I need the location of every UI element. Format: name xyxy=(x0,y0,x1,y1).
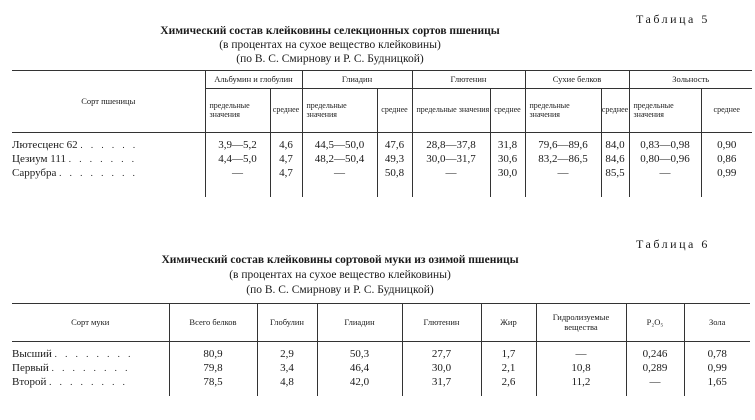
table5-header-group: Глиадин xyxy=(302,71,412,89)
cell: 50,8 xyxy=(377,167,412,197)
cell: 80,9 xyxy=(169,342,257,361)
cell: 31,8 xyxy=(490,133,525,152)
cell: 78,5 xyxy=(169,376,257,396)
table5-sub-range: предельные значения xyxy=(205,89,270,133)
cell: 1,7 xyxy=(481,342,536,361)
leader-dots: . . . . . . . xyxy=(68,154,137,164)
table5-sub-mean: среднее xyxy=(270,89,302,133)
table6-title: Химический состав клейковины сортовой муки из озимой пшеницы xyxy=(161,254,519,266)
table6-header: Гидролизуемые вещества xyxy=(536,304,626,342)
cell: 30,0 xyxy=(402,361,481,376)
table-row xyxy=(12,361,750,376)
table6-header: Всего белков xyxy=(169,304,257,342)
cell: 49,3 xyxy=(377,152,412,167)
cell: 28,8—37,8 xyxy=(412,133,490,152)
table5 xyxy=(12,70,752,197)
table6-header: Жир xyxy=(481,304,536,342)
row-name: Саррубра xyxy=(12,166,57,179)
table5-sub-range: предельные значения xyxy=(525,89,601,133)
cell: 4,4—5,0 xyxy=(205,152,270,167)
leader-dots: . . . . . . . . xyxy=(51,363,131,373)
cell: 0,86 xyxy=(701,152,752,167)
cell: 47,6 xyxy=(377,133,412,152)
table6-header: Зола xyxy=(684,304,750,342)
table6-subtitle-2: (по В. С. Смирнову и Р. С. Будницкой) xyxy=(246,284,434,296)
cell: 3,4 xyxy=(257,361,317,376)
cell: 42,0 xyxy=(317,376,402,396)
cell: 2,6 xyxy=(481,376,536,396)
cell: 4,6 xyxy=(270,133,302,152)
table5-sub-mean: среднее xyxy=(601,89,629,133)
cell: 1,65 xyxy=(684,376,750,396)
table5-header-group: Сухие белков xyxy=(525,71,629,89)
leader-dots: . . . . . . . . xyxy=(54,349,134,360)
cell: 30,6 xyxy=(490,152,525,167)
table6 xyxy=(12,303,750,396)
cell: 0,246 xyxy=(626,342,684,361)
table-row xyxy=(12,152,752,167)
cell: 50,3 xyxy=(317,342,402,361)
table5-subtitle-2: (по В. С. Смирнову и Р. С. Будницкой) xyxy=(236,53,424,65)
cell: 10,8 xyxy=(536,361,626,376)
leader-dots: . . . . . . . . xyxy=(59,167,138,178)
table5-sub-mean: среднее xyxy=(701,89,752,133)
row-name: Лютесценс 62 xyxy=(12,139,78,152)
table5-header-group: Зольность xyxy=(629,71,752,89)
table6-label: Таблица 6 xyxy=(636,237,710,251)
cell: 30,0 xyxy=(490,167,525,197)
table6-subtitle-1: (в процентах на сухое вещество клейковины) xyxy=(229,269,451,281)
table6-header: Глютенин xyxy=(402,304,481,342)
cell: 0,90 xyxy=(701,133,752,152)
table5-sub-range: предельные значения xyxy=(629,89,701,133)
cell: 0,289 xyxy=(626,361,684,376)
cell: 0,83—0,98 xyxy=(629,133,701,152)
cell: 2,1 xyxy=(481,361,536,376)
cell: — xyxy=(525,167,601,197)
cell: 27,7 xyxy=(402,342,481,361)
table5-subtitle-1: (в процентах на сухое вещество клейковины) xyxy=(219,39,441,51)
table6-header: Глобулин xyxy=(257,304,317,342)
cell: 0,78 xyxy=(684,342,750,361)
cell: — xyxy=(536,342,626,361)
table5-sub-range: предельные значения xyxy=(302,89,377,133)
table-row xyxy=(12,133,752,152)
cell: — xyxy=(626,376,684,396)
row-name: Первый xyxy=(12,362,49,374)
table-row xyxy=(12,342,750,361)
cell: 0,99 xyxy=(684,361,750,376)
cell: 48,2—50,4 xyxy=(302,152,377,167)
cell: — xyxy=(302,167,377,197)
table6-header: Сорт муки xyxy=(71,316,110,327)
table5-sub-range: предельные значения xyxy=(412,89,490,133)
cell: 4,7 xyxy=(270,152,302,167)
table5-sub-mean: среднее xyxy=(490,89,525,133)
cell: 30,0—31,7 xyxy=(412,152,490,167)
cell: 84,0 xyxy=(601,133,629,152)
table-row xyxy=(12,376,750,396)
table5-label: Таблица 5 xyxy=(636,12,710,26)
table6-header: Глиадин xyxy=(317,304,402,342)
cell: 0,80—0,96 xyxy=(629,152,701,167)
cell: 44,5—50,0 xyxy=(302,133,377,152)
cell: 2,9 xyxy=(257,342,317,361)
cell: 83,2—86,5 xyxy=(525,152,601,167)
cell: 3,9—5,2 xyxy=(205,133,270,152)
row-name: Высший xyxy=(12,348,52,361)
table5-header-sort: Сорт пшеницы xyxy=(12,71,205,133)
table-row xyxy=(12,167,752,197)
table5-sub-mean: среднее xyxy=(377,89,412,133)
row-name: Второй xyxy=(12,375,47,388)
leader-dots: . . . . . . . . xyxy=(49,376,128,387)
cell: — xyxy=(629,167,701,197)
table6-header: P₂O₅ xyxy=(626,304,684,342)
leader-dots: . . . . . . xyxy=(80,140,139,151)
table5-header-group: Альбумин и глобулин xyxy=(205,71,302,89)
table5-header-group: Глютенин xyxy=(412,71,525,89)
cell: 46,4 xyxy=(317,361,402,376)
cell: 84,6 xyxy=(601,152,629,167)
cell: 4,8 xyxy=(257,376,317,396)
cell: — xyxy=(412,167,490,197)
cell: 79,8 xyxy=(169,361,257,376)
cell: 11,2 xyxy=(536,376,626,396)
cell: — xyxy=(205,167,270,197)
row-name: Цезиум 111 xyxy=(12,153,66,165)
cell: 79,6—89,6 xyxy=(525,133,601,152)
cell: 31,7 xyxy=(402,376,481,396)
cell: 4,7 xyxy=(270,167,302,197)
cell: 0,99 xyxy=(701,167,752,197)
table5-title: Химический состав клейковины селекционных сортов пшеницы xyxy=(160,25,500,37)
cell: 85,5 xyxy=(601,167,629,197)
